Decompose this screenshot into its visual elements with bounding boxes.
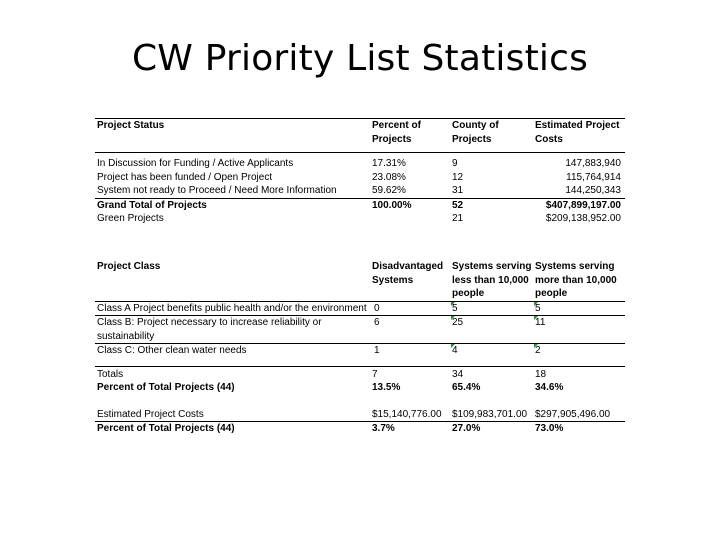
- status-label: Project has been funded / Open Project: [97, 171, 273, 183]
- status-cost: 147,883,940: [565, 158, 621, 169]
- cost-percent-disadvantaged: 3.7%: [370, 422, 450, 436]
- table-row: [95, 171, 625, 185]
- grand-total-count: 52: [452, 199, 464, 211]
- project-class-table: [95, 260, 625, 436]
- class-label: Class A Project benefits public health and/or the environment: [95, 301, 370, 316]
- header-disadvantaged: Disadvantaged Systems: [370, 260, 450, 301]
- header-percent-of-projects: Percent of Projects: [370, 119, 450, 153]
- slide-title: CW Priority List Statistics: [131, 38, 589, 79]
- percent-more-than: 34.6%: [535, 382, 564, 393]
- class-header-row: [95, 260, 625, 301]
- class-more-than: 2: [533, 344, 625, 367]
- percent-label: Percent of Total Projects (44): [97, 382, 235, 393]
- totals-disadvantaged: 7: [372, 368, 378, 380]
- percent-less-than: 65.4%: [452, 382, 481, 393]
- status-percent: 17.31%: [372, 158, 406, 169]
- header-more-than-10000: Systems serving more than 10,000 people: [533, 260, 625, 301]
- green-cost: $209,138,952.00: [545, 213, 621, 224]
- green-count: 21: [452, 213, 464, 224]
- grand-total-cost: $407,899,197.00: [545, 199, 621, 211]
- grand-total-row: [95, 198, 625, 212]
- totals-label: Totals: [97, 368, 124, 380]
- percent-disadvantaged: 13.5%: [372, 382, 401, 393]
- table-row: [95, 184, 625, 198]
- grand-total-label: Grand Total of Projects: [97, 199, 207, 211]
- status-cost: 144,250,343: [533, 184, 625, 198]
- header-project-status: Project Status: [95, 119, 370, 153]
- status-cost: 115,764,914: [566, 171, 621, 183]
- class-less-than: 5: [450, 301, 533, 316]
- class-more-than: 5: [533, 301, 625, 316]
- costs-less-than: $109,983,701.00: [452, 408, 528, 420]
- green-percent: [370, 212, 450, 226]
- header-project-class: Project Class: [95, 260, 370, 301]
- cost-percent-label: Percent of Total Projects (44): [95, 422, 370, 436]
- green-projects-row: [95, 212, 625, 226]
- class-disadvantaged: 6: [370, 316, 450, 344]
- grand-total-percent: 100.00%: [372, 199, 412, 211]
- table-row: [95, 344, 625, 367]
- costs-row: [95, 408, 625, 422]
- status-count: 9: [452, 158, 458, 169]
- header-county-of-projects: County of Projects: [450, 119, 533, 153]
- status-label: System not ready to Proceed / Need More Information: [95, 184, 370, 198]
- totals-more-than: 18: [535, 368, 547, 380]
- costs-disadvantaged: $15,140,776.00: [372, 408, 442, 420]
- class-label: Class C: Other clean water needs: [95, 344, 370, 367]
- costs-label: Estimated Project Costs: [97, 408, 204, 420]
- class-more-than: 11: [533, 316, 625, 344]
- class-label: Class B: Project necessary to increase reliability or sustainability: [95, 316, 370, 344]
- table-row: [95, 301, 625, 316]
- header-less-than-10000: Systems serving less than 10,000 people: [452, 261, 532, 299]
- cost-percent-less-than: 27.0%: [450, 422, 533, 436]
- status-count: 12: [452, 171, 464, 183]
- costs-more-than: $297,905,496.00: [535, 408, 611, 420]
- class-less-than: 25: [450, 316, 533, 344]
- table-row: [95, 316, 625, 344]
- green-label: Green Projects: [97, 213, 164, 224]
- cost-percent-more-than: 73.0%: [533, 422, 625, 436]
- class-less-than: 4: [450, 344, 533, 367]
- status-count: 31: [450, 184, 533, 198]
- percent-row: [95, 381, 625, 395]
- totals-less-than: 34: [452, 368, 464, 380]
- class-disadvantaged: 1: [370, 344, 450, 367]
- spacer-row: [95, 395, 625, 408]
- project-status-table: [95, 118, 625, 226]
- class-disadvantaged: 0: [370, 301, 450, 316]
- status-percent: 59.62%: [370, 184, 450, 198]
- totals-row: [95, 366, 625, 381]
- status-percent: 23.08%: [372, 171, 406, 183]
- status-header-row: [95, 119, 625, 153]
- cost-percent-row: [95, 422, 625, 436]
- header-estimated-costs: Estimated Project Costs: [533, 119, 625, 153]
- status-label: In Discussion for Funding / Active Applicants: [97, 158, 294, 169]
- table-row: [95, 153, 625, 171]
